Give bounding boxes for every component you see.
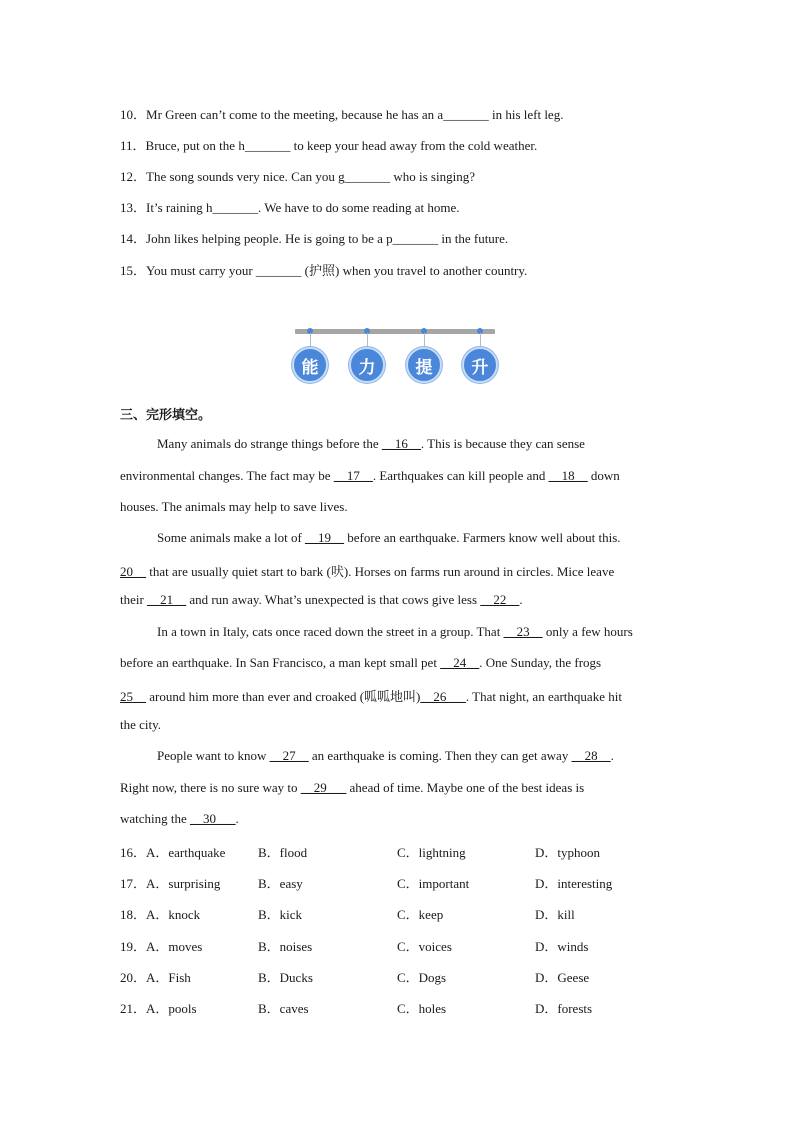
option-a[interactable]: A．Fish (146, 970, 191, 985)
option-d[interactable]: D．forests (535, 1001, 593, 1016)
passage-blank: __23__ (503, 624, 543, 639)
answer-blank[interactable]: _______ (255, 263, 302, 278)
passage-blank: __18__ (548, 468, 588, 483)
question-15: 15．You must carry your _______ (护照) when you travel to another country. (120, 263, 528, 278)
passage-blank: __28__ (571, 748, 611, 763)
banner-stem (480, 333, 481, 347)
banner-bar (295, 329, 495, 334)
question-12: 12．The song sounds very nice. Can you g_______ who is singing? (120, 169, 475, 184)
passage-line: People want to know __27__ an earthquake is coming. Then they can get away __28__. (157, 748, 614, 763)
passage-line: their __21__ and run away. What’s unexpected is that cows give less __22__. (120, 592, 523, 607)
passage-blank: __26___ (420, 689, 466, 704)
option-c[interactable]: C．voices (397, 939, 452, 954)
question-11: 11．Bruce, put on the h_______ to keep your head away from the cold weather. (120, 138, 538, 153)
passage-blank: __21__ (147, 592, 187, 607)
passage-line: Many animals do strange things before the __16__. This is because they can sense (157, 436, 585, 451)
question-14: 14．John likes helping people. He is going to be a p_______ in the future. (120, 231, 509, 246)
passage-line: houses. The animals may help to save lives. (120, 499, 348, 514)
option-c[interactable]: C．Dogs (397, 970, 447, 985)
passage-blank: __17__ (333, 468, 373, 483)
passage-blank: __27__ (269, 748, 309, 763)
option-b[interactable]: B．Ducks (258, 970, 313, 985)
option-a[interactable]: A．surprising (146, 876, 221, 891)
passage-blank: 20 (120, 564, 133, 579)
passage-line: Right now, there is no sure way to __29___ ahead of time. Maybe one of the best ideas is (120, 780, 585, 795)
passage-line: watching the __30___. (120, 811, 239, 826)
passage-blank: __19__ (305, 530, 345, 545)
option-a[interactable]: A．knock (146, 907, 201, 922)
option-d[interactable]: D．typhoon (535, 845, 601, 860)
banner-badge: 能 (292, 347, 328, 383)
option-a[interactable]: A．moves (146, 939, 203, 954)
passage-blank: __29___ (300, 780, 347, 795)
question-13: 13．It’s raining h_______. We have to do some reading at home. (120, 200, 460, 215)
banner-stem (424, 333, 425, 347)
question-10: 10．Mr Green can’t come to the meeting, because he has an a_______ in his left leg. (120, 107, 564, 122)
banner-badge: 升 (462, 347, 498, 383)
banner-badge: 提 (406, 347, 442, 383)
passage-blank: __16__ (381, 436, 421, 451)
answer-blank[interactable]: _______ (212, 200, 258, 215)
passage-blank: __22__ (480, 592, 520, 607)
answer-blank[interactable]: _______ (244, 138, 291, 153)
option-b[interactable]: B．easy (258, 876, 303, 891)
option-d[interactable]: D．interesting (535, 876, 613, 891)
passage-line: environmental changes. The fact may be __17__. Earthquakes can kill people and __18__ down (120, 468, 620, 483)
option-c[interactable]: C．important (397, 876, 470, 891)
answer-blank[interactable]: _______ (344, 169, 391, 184)
banner-badge: 力 (349, 347, 385, 383)
option-c[interactable]: C．holes (397, 1001, 447, 1016)
option-d[interactable]: D．kill (535, 907, 575, 922)
banner-stem (367, 333, 368, 347)
option-d[interactable]: D．winds (535, 939, 589, 954)
passage-blank: __30___ (190, 811, 236, 826)
passage-line: the city. (120, 717, 162, 732)
passage-line: Some animals make a lot of __19__ before an earthquake. Farmers know well about this. (157, 530, 621, 545)
option-a[interactable]: A．pools (146, 1001, 197, 1016)
option-b[interactable]: B．kick (258, 907, 303, 922)
banner-stem (310, 333, 311, 347)
passage-line: before an earthquake. In San Francisco, a man kept small pet __24__. One Sunday, the frogs (120, 655, 602, 670)
section-title: 三、完形填空。 (120, 408, 212, 423)
passage-blank: 25 (120, 689, 133, 704)
option-a[interactable]: A．earthquake (146, 845, 226, 860)
answer-blank[interactable]: _______ (392, 231, 439, 246)
option-c[interactable]: C．keep (397, 907, 444, 922)
option-c[interactable]: C．lightning (397, 845, 466, 860)
option-b[interactable]: B．caves (258, 1001, 309, 1016)
passage-line: In a town in Italy, cats once raced down the street in a group. That __23__ only a few hours (157, 624, 633, 639)
passage-line: 25__ around him more than ever and croaked (呱呱地叫)__26___. That night, an earthquake hit (120, 689, 622, 704)
passage-blank: __24__ (440, 655, 480, 670)
option-b[interactable]: B．noises (258, 939, 313, 954)
passage-line: 20__ that are usually quiet start to bark (吠). Horses on farms run around in circles. Mice leave (120, 564, 615, 579)
option-b[interactable]: B．flood (258, 845, 308, 860)
answer-blank[interactable]: _______ (443, 107, 489, 122)
option-d[interactable]: D．Geese (535, 970, 590, 985)
